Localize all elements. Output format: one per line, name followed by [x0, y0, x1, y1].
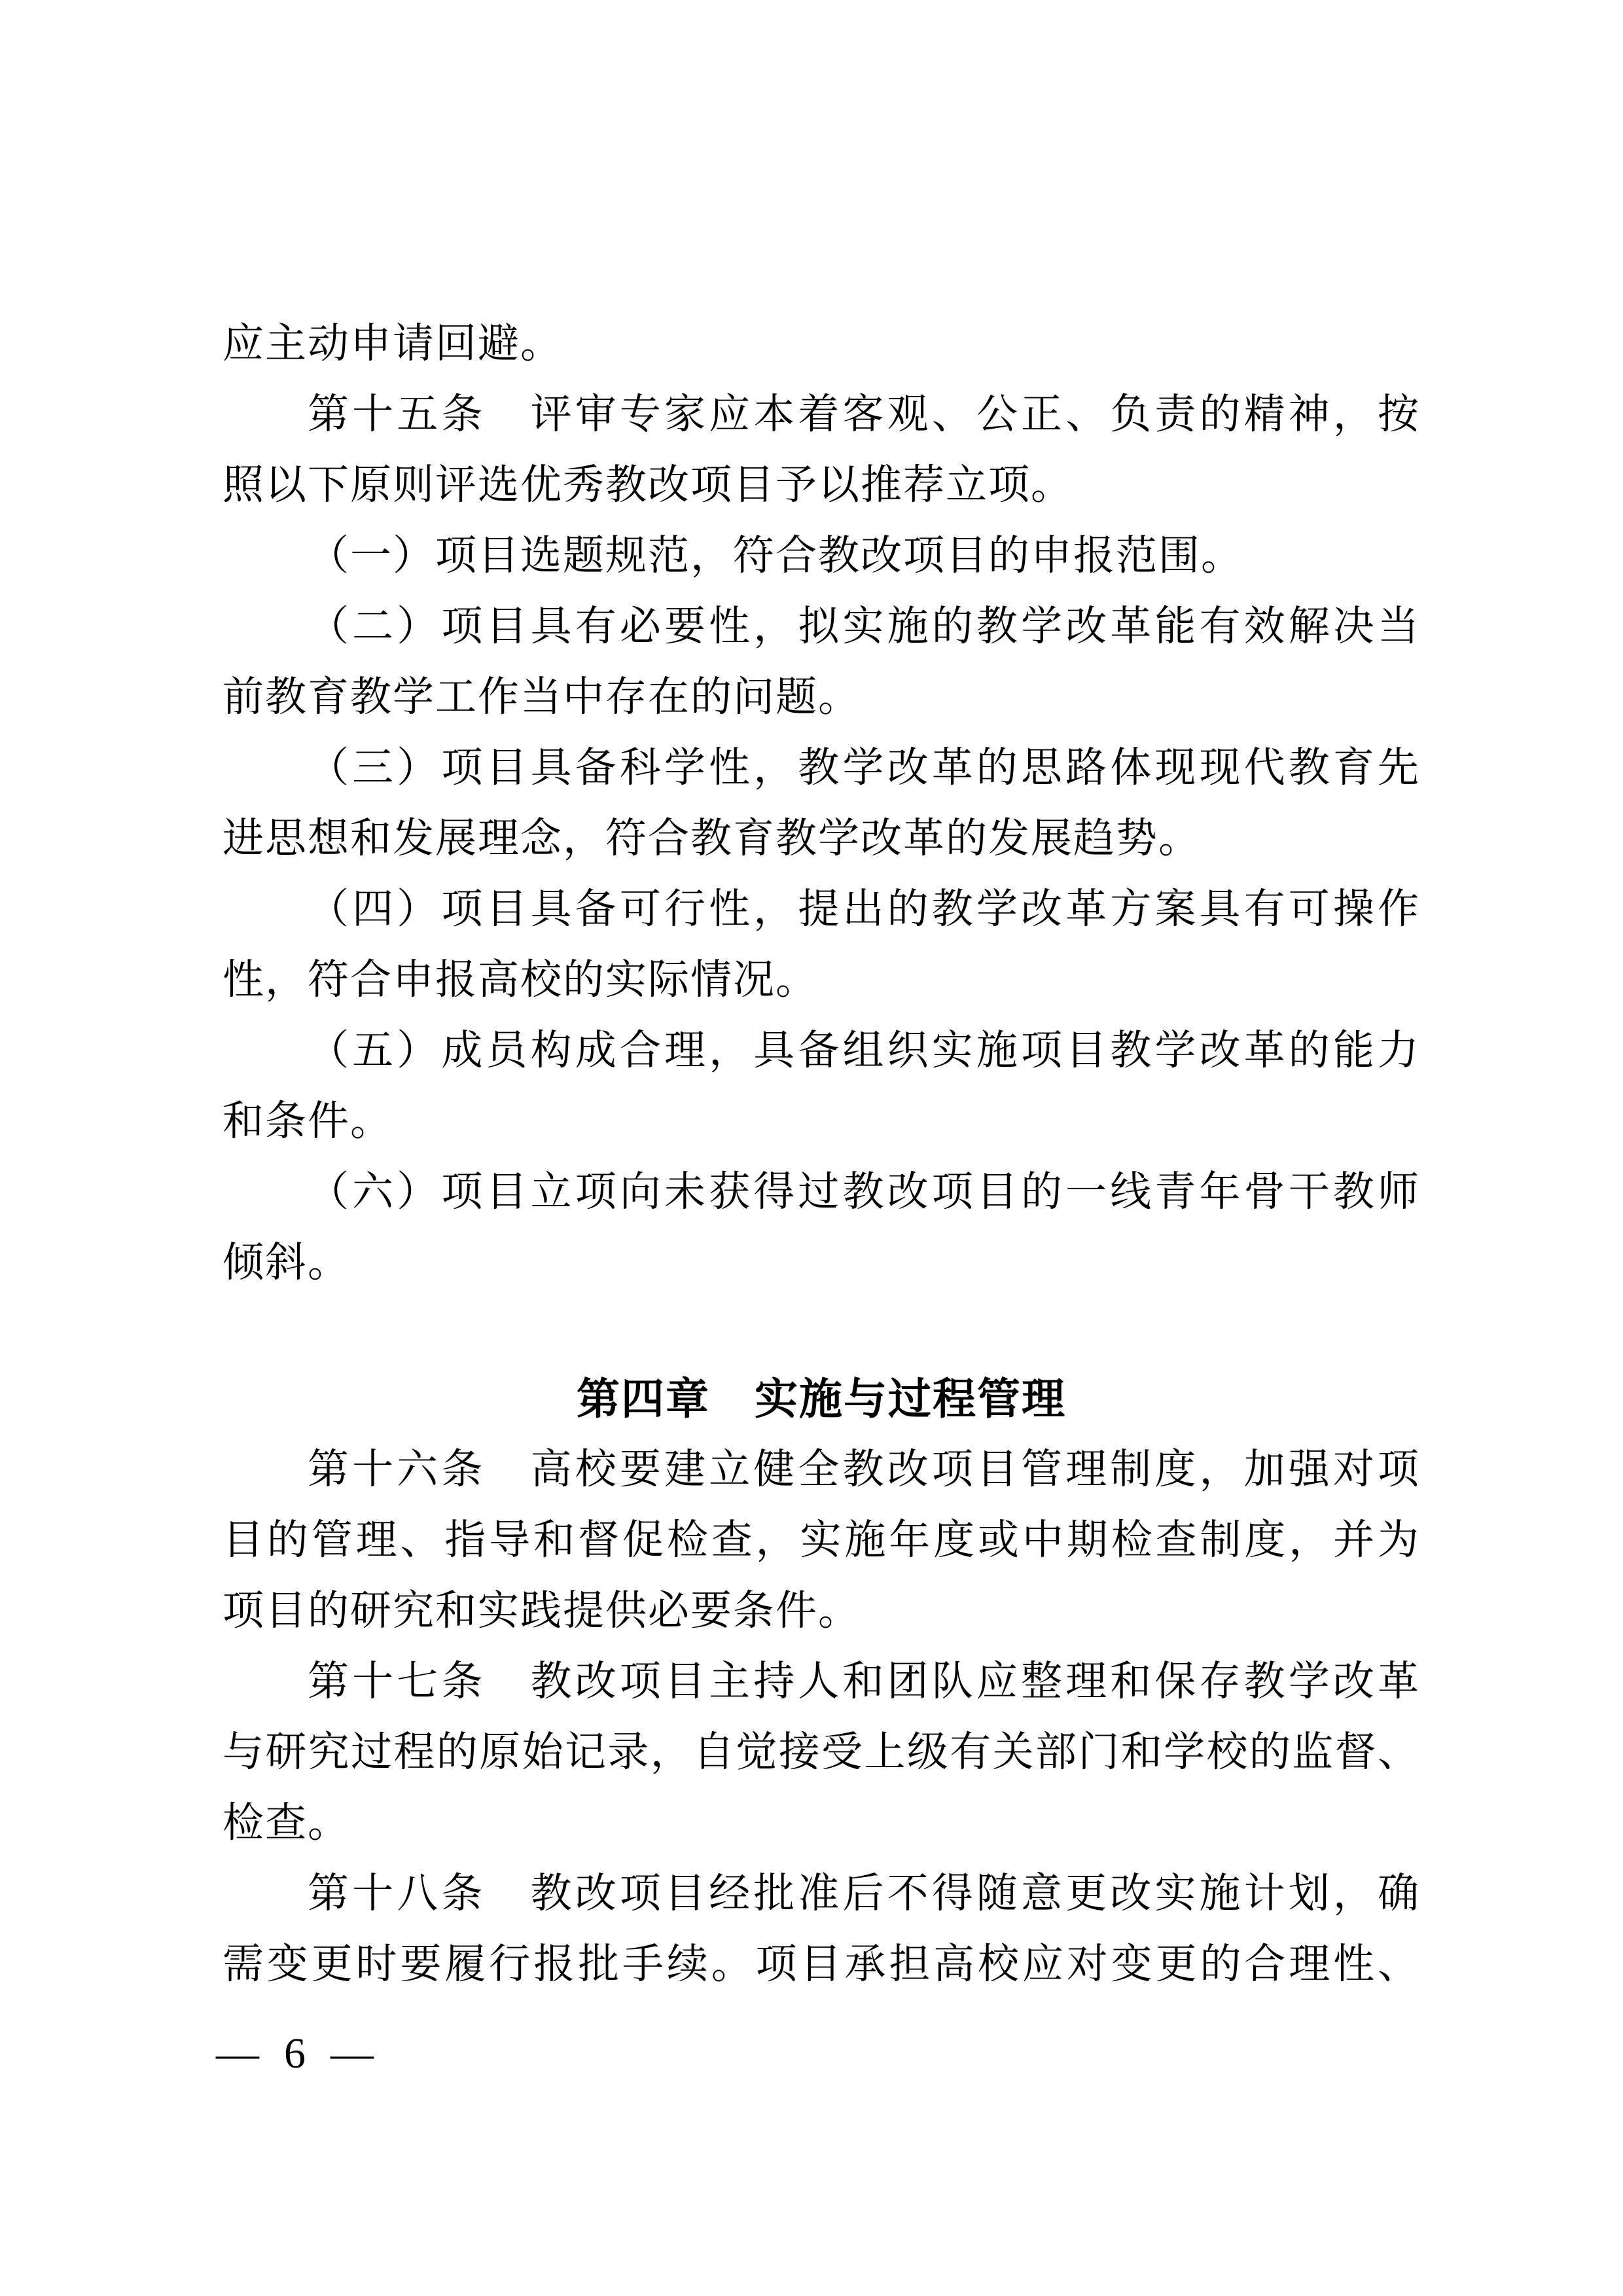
- body-line: 需变更时要履行报批手续。项目承担高校应对变更的合理性、: [223, 1941, 1420, 1987]
- body-line: 项目的研究和实践提供必要条件。: [223, 1588, 861, 1634]
- body-line: 和条件。: [223, 1098, 393, 1144]
- body-line: （六）项目立项向未获得过教改项目的一线青年骨干教师: [308, 1169, 1420, 1215]
- body-line: 与研究过程的原始记录，自觉接受上级有关部门和学校的监督、: [223, 1729, 1420, 1775]
- body-line: 倾斜。: [223, 1240, 350, 1285]
- body-line: 第十八条 教改项目经批准后不得随意更改实施计划，确: [308, 1871, 1420, 1916]
- body-line: 进思想和发展理念，符合教育教学改革的发展趋势。: [223, 816, 1201, 861]
- chapter-heading: 第四章 实施与过程管理: [577, 1374, 1066, 1423]
- body-line: 前教育教学工作当中存在的问题。: [223, 674, 861, 720]
- body-line: 目的管理、指导和督促检查，实施年度或中期检查制度，并为: [223, 1517, 1420, 1563]
- page-number: 6: [284, 2030, 306, 2077]
- body-line: 检查。: [223, 1800, 350, 1846]
- footer-dash-left: —: [216, 2030, 259, 2077]
- body-line: （五）成员构成合理，具备组织实施项目教学改革的能力: [308, 1028, 1420, 1073]
- body-line: 照以下原则评选优秀教改项目予以推荐立项。: [223, 462, 1073, 508]
- body-line: 应主动申请回避。: [223, 321, 563, 367]
- body-line: （四）项目具备可行性，提出的教学改革方案具有可操作: [308, 886, 1420, 932]
- page-footer: [216, 2018, 374, 2089]
- body-line: 第十五条 评审专家应本着客观、公正、负责的精神，按: [308, 391, 1420, 437]
- body-line: 第十六条 高校要建立健全教改项目管理制度，加强对项: [308, 1446, 1420, 1492]
- document-body: [223, 308, 1420, 2000]
- body-line: （二）项目具有必要性，拟实施的教学改革能有效解决当: [308, 603, 1420, 649]
- body-line: 第十七条 教改项目主持人和团队应整理和保存教学改革: [308, 1659, 1420, 1704]
- body-line: 性，符合申报高校的实际情况。: [223, 957, 818, 1003]
- body-line: （一）项目选题规范，符合教改项目的申报范围。: [308, 533, 1243, 579]
- footer-dash-right: —: [330, 2030, 374, 2077]
- body-line: （三）项目具备科学性，教学改革的思路体现现代教育先: [308, 745, 1420, 791]
